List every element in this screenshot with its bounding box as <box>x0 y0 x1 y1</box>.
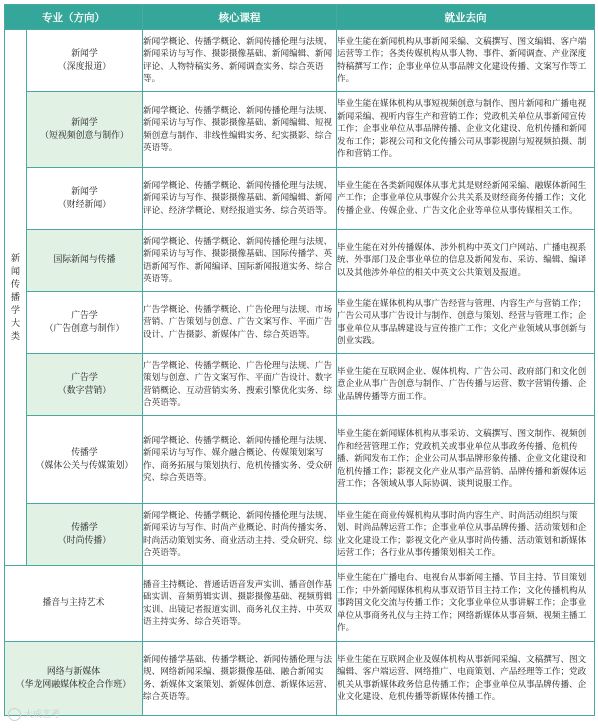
major-name: 新闻学 <box>71 118 98 128</box>
watermark-text: 大成艺考 <box>24 710 61 720</box>
table-row <box>5 292 595 354</box>
major-direction: （深度报道） <box>57 61 112 72</box>
courses-cell: 新闻学概论、传播学概论、新闻传播伦理与法规、新闻采访与写作、摄影摄像基础、新闻编辑、新闻评论、经济学概论、财经报道实务、综合英语等。 <box>143 168 337 230</box>
table-row <box>5 354 595 416</box>
table-row <box>5 92 595 168</box>
jobs-cell: 毕业生能在商业传媒机构从事时尚内容生产、时尚活动组织与策划、时尚品牌运营工作；企事业单位从事品牌传播、活动策划和企业文化建设工作；影视文化产业从事时尚传播、活动策划和新媒体运营工作；各行业从事传播策划相关工作。 <box>337 504 595 566</box>
table-row <box>5 416 595 504</box>
major-name: 传播学 <box>71 523 98 533</box>
table-row <box>5 504 595 566</box>
major-cell <box>5 642 143 716</box>
major-name: 播音与主持艺术 <box>42 598 105 609</box>
major-direction: （华龙网融媒体校企合作班） <box>15 679 132 690</box>
major-cell <box>27 504 143 566</box>
header-courses: 核心课程 <box>143 5 337 30</box>
table-row <box>5 168 595 230</box>
major-cell <box>27 230 143 292</box>
courses-cell: 新闻传播学基础、传播学概论、新闻传播伦理与法规、网络新闻采编、摄影摄像基础、融合新闻实务、新媒体文案策划、新媒体创意、新媒体运营、综合英语等。 <box>143 642 337 716</box>
jobs-cell: 毕业生能在广播电台、电视台从事新闻主播、节目主持、节目策划工作；中外新闻媒体机构从事双语节目主持工作；文化传播机构从事跨国文化交流与传播工作；文化事业单位从事讲解工作；企事业单位从事商务礼仪与主持工作；网络新媒体从事音频、视频主播工作。 <box>337 566 595 642</box>
courses-cell: 新闻学概论、传播学概论、新闻传播伦理与法规、新闻采访与写作、摄影摄像基础、新闻编辑、短视频创意与制作、非线性编辑实务、纪实摄影、综合英语等。 <box>143 92 337 168</box>
courses-cell: 新闻学概论、传播学概论、新闻传播伦理与法规、新闻采访与写作、媒介融合概论、传媒策划案写作、商务拓展与策划执行、危机传播实务、受众研究、综合英语等。 <box>143 416 337 504</box>
major-name: 广告学 <box>71 373 98 383</box>
major-cell <box>27 354 143 416</box>
jobs-cell: 毕业生能在媒体机构从事广告经营与管理、内容生产与营销工作；广告公司从事广告设计与制作、创意与策划、经营与管理工作；企事业单位从事品牌建设与宣传推广工作；文化产业领域从事创新与创业实践。 <box>337 292 595 354</box>
header-jobs: 就业去向 <box>337 5 595 30</box>
major-direction: （媒体公关与传媒策划） <box>35 460 134 471</box>
table-row <box>5 642 595 716</box>
table-row <box>5 566 595 642</box>
major-name: 传播学 <box>71 448 98 458</box>
jobs-cell: 毕业生能在新闻机构从事新闻采编、文稿撰写、图文编辑、客户端运营等工作；各类传媒机构从事人物、事件、新闻调查、产业深度特稿撰写工作；企事业单位从事品牌文化建设传播、文案写作等工作。 <box>337 30 595 92</box>
major-cell <box>27 292 143 354</box>
table-header-row <box>5 5 595 30</box>
category-cell <box>5 30 27 566</box>
major-cell <box>5 566 143 642</box>
courses-cell: 广告学概论、传播学概论、广告伦理与法规、市场营销、广告策划与创意、广告文案写作、平面广告设计、广告摄影、新媒体广告、综合英语等。 <box>143 292 337 354</box>
major-name: 广告学 <box>71 311 98 321</box>
category-label: 新闻传播学大类 <box>10 253 21 342</box>
watermark-logo-icon <box>8 708 21 721</box>
majors-table <box>4 4 595 716</box>
major-name: 网络与新媒体 <box>46 667 101 677</box>
table-row <box>5 30 595 92</box>
major-direction: （短视频创意与制作） <box>40 130 129 141</box>
table-row <box>5 230 595 292</box>
jobs-cell: 毕业生能在互联网企业、媒体机构、广告公司、政府部门和文化创意企业从事广告创意与制作、广告传播与运营、数字营销传播、企业品牌传播等方面工作。 <box>337 354 595 416</box>
major-direction: （广告创意与制作） <box>44 323 125 334</box>
jobs-cell: 毕业生能在媒体机构从事短视频创意与制作、图片新闻和广播电视新闻采编、视听内容生产和营销工作；党政机关单位从事新闻宣传工作；企事业单位从事品牌传播、企业文化建设、危机传播和新闻发布工作；影视公司和文化传播公司从事影视剧与短视频拍摄、制作和营销工作。 <box>337 92 595 168</box>
courses-cell: 新闻学概论、传播学概论、新闻传播伦理与法规、新闻采访与写作、摄影摄像基础、新闻编辑、新闻评论、人物特稿实务、新闻调查实务、综合英语等。 <box>143 30 337 92</box>
courses-cell: 新闻学概论、传播学概论、新闻传播伦理与法规、新闻采访与写作、摄影摄像基础、国际传播学、英语新闻写作、新闻编译、国际新闻报道实务、综合英语等。 <box>143 230 337 292</box>
jobs-cell: 毕业生能在对外传播媒体、涉外机构中英文门户网站、广播电视系统、外事部门及企事业单位的信息及新闻发布、采访、编辑、编译以及其他涉外单位的相关中英文公共策划及报道。 <box>337 230 595 292</box>
major-name: 国际新闻与传播 <box>53 255 116 266</box>
watermark <box>8 707 60 721</box>
major-direction: （时尚传播） <box>57 535 112 546</box>
jobs-cell: 毕业生能在互联网企业及媒体机构从事新闻采编、文稿撰写、图文编辑、客户端运营、网络推广、电商策划、产品经理等工作；党政机关从事新媒体政务信息传播工作；企事业单位从事品牌传播、企业文化建设、危机传播等新媒体传播工作。 <box>337 642 595 716</box>
major-name: 新闻学 <box>71 49 98 59</box>
header-major: 专业（方向） <box>5 5 143 30</box>
major-cell <box>27 416 143 504</box>
courses-cell: 播音主持概论、普通话语音发声实训、播音创作基础实训、音频剪辑实训、摄影摄像基础、视频剪辑实训、出镜记者报道实训、商务礼仪主持、中英双语主持实务、综合英语等。 <box>143 566 337 642</box>
courses-cell: 新闻学概论、传播学概论、新闻传播伦理与法规、新闻采访与写作、时尚产业概论、时尚传播实务、时尚活动策划实务、商业活动主持、受众研究、综合英语等。 <box>143 504 337 566</box>
major-direction: （财经新闻） <box>57 199 112 210</box>
jobs-cell: 毕业生能在新闻媒体机构从事采访、文稿撰写、图文制作、视频创作和经营管理工作；党政机关或事业单位从事政务传播、危机传播、新闻发布工作；企业公司从事品牌形象传播、企业文化建设和危机传播工作；影视文化产业从事产品营销、品牌传播和新媒体运营工作；各领域从事人际协调、谈判说服工作。 <box>337 416 595 504</box>
major-name: 新闻学 <box>71 187 98 197</box>
jobs-cell: 毕业生能在各类新闻媒体从事尤其是财经新闻采编、融媒体新闻生产工作；企事业单位从事媒介公共关系及财经商务传播工作；文化传播企业、传媒企业、广告文化企业等单位从事传媒相关工作。 <box>337 168 595 230</box>
major-direction: （数字营销） <box>57 385 112 396</box>
major-cell <box>27 92 143 168</box>
courses-cell: 广告学概论、传播学概论、广告伦理与法规、广告策划与创意、广告文案写作、平面广告设计、数字营销概论、互动营销实务、搜索引擎优化实务、综合英语等。 <box>143 354 337 416</box>
major-cell <box>27 168 143 230</box>
major-cell <box>27 30 143 92</box>
